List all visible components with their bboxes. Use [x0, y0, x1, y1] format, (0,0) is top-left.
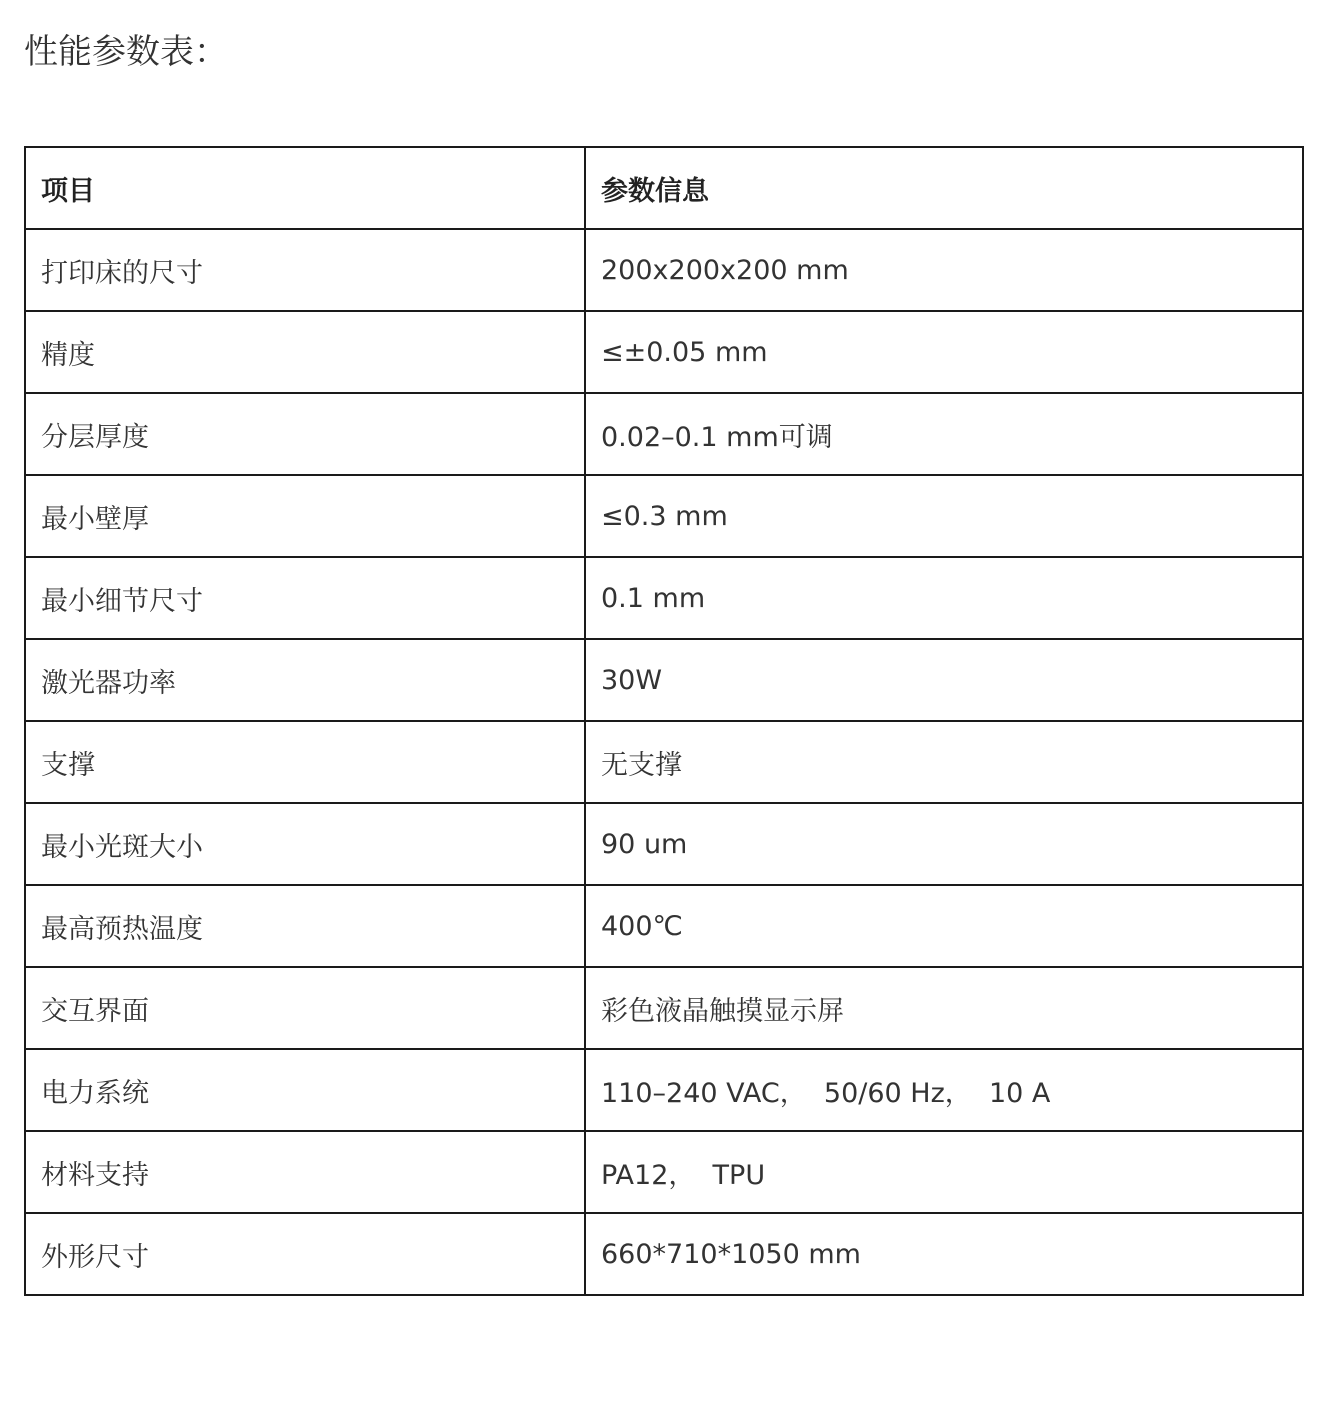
row-value: PA12， TPU: [585, 1131, 1303, 1213]
row-value: 0.02–0.1 mm可调: [585, 393, 1303, 475]
row-item: 打印床的尺寸: [25, 229, 585, 311]
row-item: 交互界面: [25, 967, 585, 1049]
row-value: 无支撑: [585, 721, 1303, 803]
row-item: 最高预热温度: [25, 885, 585, 967]
row-value: ≤±0.05 mm: [585, 311, 1303, 393]
table-row: [25, 803, 1303, 885]
page-title: 性能参数表：: [24, 32, 228, 72]
row-item: 最小光斑大小: [25, 803, 585, 885]
spec-table: [24, 146, 1304, 1296]
row-value: 彩色液晶触摸显示屏: [585, 967, 1303, 1049]
row-item: 外形尺寸: [25, 1213, 585, 1295]
table-row: [25, 311, 1303, 393]
row-value: 90 um: [585, 803, 1303, 885]
row-item: 分层厚度: [25, 393, 585, 475]
row-value: 110–240 VAC， 50/60 Hz， 10 A: [585, 1049, 1303, 1131]
table-row: [25, 885, 1303, 967]
row-item: 精度: [25, 311, 585, 393]
row-value: 660*710*1050 mm: [585, 1213, 1303, 1295]
row-item: 最小细节尺寸: [25, 557, 585, 639]
table-row: [25, 475, 1303, 557]
row-value: 0.1 mm: [585, 557, 1303, 639]
row-item: 电力系统: [25, 1049, 585, 1131]
row-item: 支撑: [25, 721, 585, 803]
row-value: 400℃: [585, 885, 1303, 967]
row-value: ≤0.3 mm: [585, 475, 1303, 557]
header-item: 项目: [25, 147, 585, 229]
table-header-row: [25, 147, 1303, 229]
table-row: [25, 1131, 1303, 1213]
row-item: 最小壁厚: [25, 475, 585, 557]
table-row: [25, 229, 1303, 311]
row-value: 30W: [585, 639, 1303, 721]
header-value: 参数信息: [585, 147, 1303, 229]
table-row: [25, 393, 1303, 475]
row-value: 200x200x200 mm: [585, 229, 1303, 311]
table-row: [25, 1213, 1303, 1295]
table-row: [25, 721, 1303, 803]
row-item: 激光器功率: [25, 639, 585, 721]
row-item: 材料支持: [25, 1131, 585, 1213]
table-row: [25, 639, 1303, 721]
table-row: [25, 1049, 1303, 1131]
table-row: [25, 557, 1303, 639]
table-row: [25, 967, 1303, 1049]
